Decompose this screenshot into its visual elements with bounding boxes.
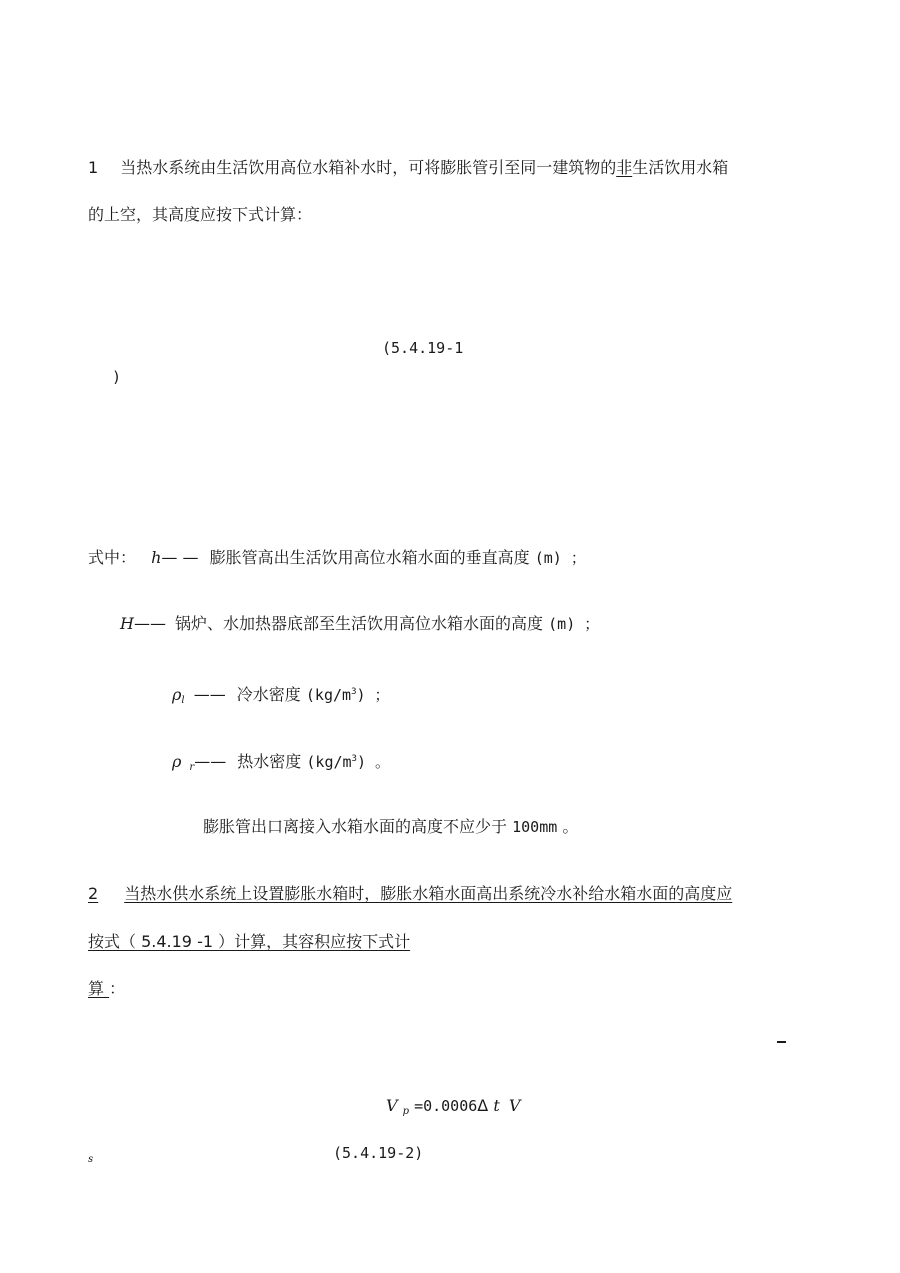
item-2-line-3 bbox=[88, 979, 125, 999]
item-1-text-after: 生活饮用水箱 bbox=[632, 158, 729, 177]
legend-rho-l-dash: —— bbox=[193, 685, 226, 704]
note-end: 。 bbox=[562, 817, 579, 836]
note-value: 100mm bbox=[512, 818, 558, 836]
legend-rho-r-unit bbox=[306, 753, 390, 771]
legend-h-unit: (m) ； bbox=[534, 549, 586, 567]
legend-h-symbol: h bbox=[151, 548, 162, 567]
legend-rho-r-text: 热水密度 bbox=[237, 752, 302, 771]
legend-H-line bbox=[120, 614, 599, 634]
item-2-line-2: 按式（ 5.4.19 -1 ）计算，其容积应按下式计 bbox=[88, 932, 411, 951]
legend-rho-r-line bbox=[172, 749, 390, 778]
item-1-underlined-char: 非 bbox=[616, 158, 633, 177]
legend-rho-l-text: 冷水密度 bbox=[236, 685, 301, 704]
legend-rho-r-unit-post: ) 。 bbox=[356, 753, 391, 771]
formula-2-V: V bbox=[386, 1096, 398, 1115]
item-1-line-1 bbox=[88, 158, 728, 178]
item-2-text-1: 当热水供水系统上设置膨胀水箱时，膨胀水箱水面高出系统冷水补给水箱水面的高度应 bbox=[124, 884, 733, 903]
legend-rho-r-subscript: r bbox=[189, 762, 195, 773]
legend-H-dash: —— bbox=[133, 614, 166, 633]
formula-2-expression: =0.0006 bbox=[414, 1097, 478, 1115]
legend-rho-l-line bbox=[172, 682, 390, 711]
item-2-colon: ： bbox=[109, 979, 126, 998]
formula-2-V2-subscript: s bbox=[88, 1154, 94, 1165]
legend-h-text: 膨胀管高出生活饮用高位水箱水面的垂直高度 bbox=[209, 548, 530, 567]
item-1-line-2: 的上空，其高度应按下式计算： bbox=[88, 205, 313, 224]
legend-rho-l-subscript: l bbox=[181, 695, 185, 706]
note-line bbox=[203, 817, 578, 837]
item-2-number: 2 bbox=[88, 884, 99, 903]
legend-H-text: 锅炉、水加热器底部至生活饮用高位水箱水面的高度 bbox=[175, 614, 544, 633]
legend-rho-r-unit-sup: 3 bbox=[351, 754, 357, 764]
item-1-text-before: 当热水系统由生活饮用高位水箱补水时，可将膨胀管引至同一建筑物的 bbox=[120, 158, 617, 177]
legend-h-line bbox=[88, 548, 586, 568]
legend-h-dash: — — bbox=[161, 548, 199, 567]
formula-1-label-open: (5.4.19-1 bbox=[382, 339, 464, 357]
item-1-number: 1 bbox=[88, 158, 99, 177]
margin-dash-mark bbox=[777, 1041, 786, 1043]
legend-rho-l-unit-pre: (kg/m bbox=[305, 686, 352, 704]
legend-rho-l-unit-sup: 3 bbox=[351, 687, 357, 697]
legend-rho-l-unit-post: ) ； bbox=[356, 686, 390, 704]
formula-2-label: (5.4.19-2) bbox=[333, 1144, 424, 1162]
legend-rho-r-unit-pre: (kg/m bbox=[306, 753, 352, 771]
formula-2 bbox=[386, 1096, 520, 1122]
formula-2-delta: Δ bbox=[477, 1096, 489, 1115]
formula-1-label-close: ) bbox=[112, 368, 122, 386]
formula-2-t: t bbox=[493, 1096, 500, 1115]
legend-rho-r-dash: —— bbox=[194, 752, 227, 771]
note-text: 膨胀管出口离接入水箱水面的高度不应少于 bbox=[203, 817, 508, 836]
legend-rho-r-symbol: ρ bbox=[172, 752, 182, 771]
legend-intro: 式中： bbox=[88, 548, 137, 567]
legend-rho-l-unit bbox=[306, 686, 390, 704]
item-2-line-1 bbox=[88, 884, 732, 904]
legend-H-unit: (m) ； bbox=[548, 615, 600, 633]
formula-2-V-subscript: p bbox=[402, 1106, 409, 1117]
legend-H-symbol: H bbox=[120, 614, 134, 633]
item-2-underlined-word: 算 bbox=[88, 979, 110, 998]
formula-2-V2: V bbox=[508, 1096, 521, 1115]
legend-rho-l-symbol: ρ bbox=[172, 685, 182, 704]
